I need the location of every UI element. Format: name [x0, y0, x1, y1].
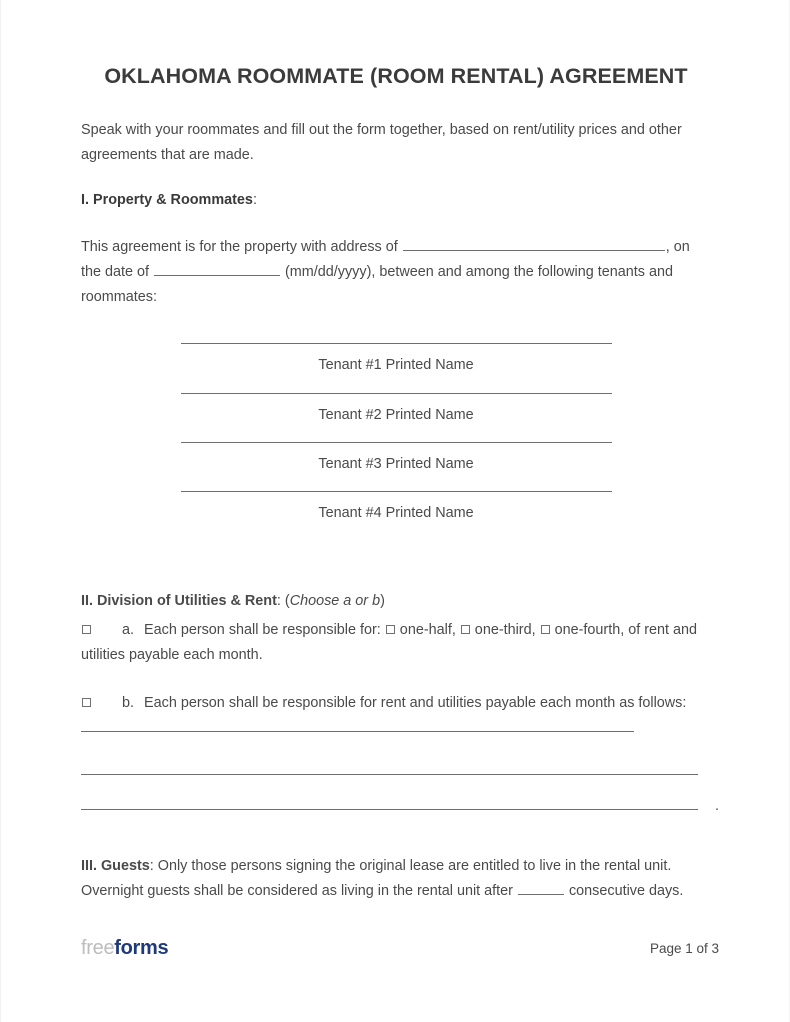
- tenant-signature-block: [81, 343, 711, 540]
- date-blank-field[interactable]: [154, 261, 280, 276]
- section-three-heading-label: III. Guests: [81, 858, 150, 875]
- section-two-heading-close: ): [380, 592, 385, 609]
- option-a-choice-one-fourth: one-fourth, of rent and utilities payable each month.: [81, 622, 698, 664]
- section-two-heading: [81, 589, 711, 614]
- option-b-blank-line-3-wrap: [81, 798, 719, 815]
- option-a-letter: a.: [122, 622, 135, 639]
- tenant-row: [181, 343, 612, 392]
- section-one-body: [81, 235, 711, 309]
- document-content: [81, 0, 719, 904]
- option-b-end-period: .: [715, 798, 719, 815]
- tenant-1-label: Tenant #1 Printed Name: [318, 357, 474, 374]
- option-b-letter: b.: [122, 694, 135, 711]
- freeforms-logo[interactable]: [81, 938, 168, 958]
- option-a-choice-one-half: one-half,: [395, 622, 460, 639]
- tenant-row: [181, 442, 612, 491]
- tenant-row: [181, 491, 612, 540]
- section-two-heading-label: II. Division of Utilities & Rent: [81, 592, 277, 609]
- option-a-line: [81, 618, 711, 668]
- section-one-heading: [81, 188, 711, 213]
- logo-text-forms: forms: [114, 937, 169, 959]
- page-footer: [81, 938, 719, 958]
- option-b-blank-line-2[interactable]: [81, 774, 698, 775]
- section-three-text-after: consecutive days.: [564, 883, 684, 900]
- intro-paragraph: Speak with your roommates and fill out the form together, based on rent/utility prices and other agreements that are made.: [81, 121, 682, 163]
- page-number: Page 1 of 3: [649, 940, 719, 956]
- address-text-after: ,: [665, 239, 670, 256]
- tenant-2-label: Tenant #2 Printed Name: [318, 406, 474, 423]
- section-one-heading-label: I. Property & Roommates: [81, 192, 253, 209]
- option-b-blank-line-3[interactable]: [81, 809, 698, 810]
- section-two: [81, 589, 719, 815]
- date-text-before: on the date of: [81, 239, 690, 280]
- tenant-3-label: Tenant #3 Printed Name: [318, 456, 474, 473]
- tenant-row: [181, 393, 612, 442]
- checkbox-one-half[interactable]: [386, 625, 395, 634]
- checkbox-one-third[interactable]: [461, 625, 470, 634]
- option-a-choice-one-third: one-third,: [470, 622, 540, 639]
- address-text-before: This agreement is for the property with address of: [81, 239, 402, 256]
- option-b-text: Each person shall be responsible for rent and utilities payable each month as follows:: [144, 694, 687, 711]
- page-title: OKLAHOMA ROOMMATE (ROOM RENTAL) AGREEMENT: [104, 64, 688, 88]
- logo-text-free: free: [81, 937, 115, 959]
- checkbox-one-fourth[interactable]: [541, 625, 550, 634]
- date-text-after: (mm/dd/yyyy), between and among the following tenants and roommates:: [81, 263, 673, 305]
- option-b-blank-line-1[interactable]: [81, 717, 634, 732]
- option-a-text-before: Each person shall be responsible for:: [144, 622, 385, 639]
- checkbox-option-b[interactable]: [82, 698, 91, 707]
- section-two-heading-italic: Choose a or b: [289, 592, 381, 609]
- tenant-4-label: Tenant #4 Printed Name: [318, 505, 474, 522]
- guest-days-blank-field[interactable]: [518, 881, 564, 896]
- section-one-heading-colon: :: [252, 192, 257, 209]
- section-two-heading-colon: : (: [276, 592, 290, 609]
- checkbox-option-a[interactable]: [82, 625, 91, 634]
- section-three-body: [81, 854, 711, 904]
- address-blank-field[interactable]: [403, 237, 665, 252]
- option-b-line: [81, 691, 711, 741]
- section-three-text-before: : Only those persons signing the original lease are entitled to live in the rental unit. Overnight guests shall be considered as living in the rental unit after: [81, 858, 672, 900]
